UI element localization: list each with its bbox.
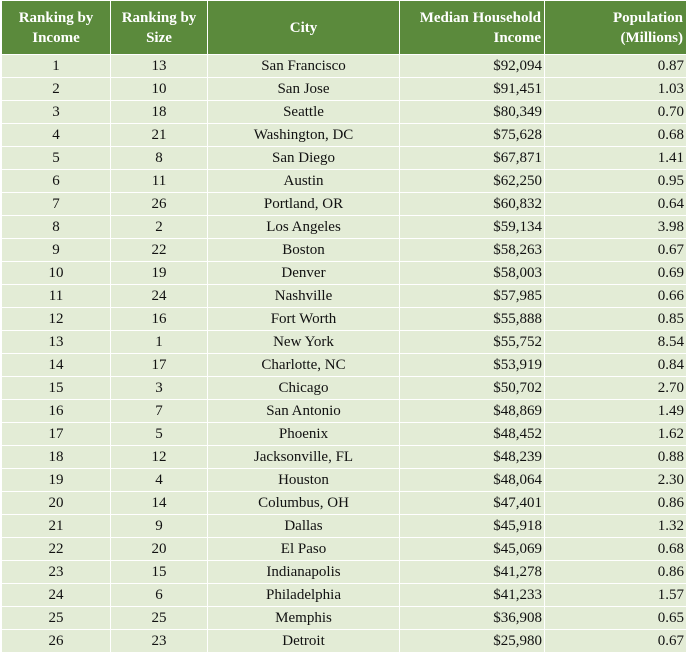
cell-median-income: $48,239 xyxy=(400,446,545,469)
cell-rank-size: 25 xyxy=(111,607,208,630)
cell-rank-size: 18 xyxy=(111,101,208,124)
cell-city: Detroit xyxy=(208,630,400,653)
cell-rank-income: 24 xyxy=(2,584,111,607)
cell-population: 2.70 xyxy=(545,377,687,400)
cell-rank-income: 9 xyxy=(2,239,111,262)
cell-median-income: $48,064 xyxy=(400,469,545,492)
cell-population: 1.62 xyxy=(545,423,687,446)
cell-rank-size: 12 xyxy=(111,446,208,469)
cell-rank-income: 1 xyxy=(2,55,111,78)
header-rank-income: Ranking by Income xyxy=(2,1,111,55)
cell-rank-income: 19 xyxy=(2,469,111,492)
cell-rank-income: 4 xyxy=(2,124,111,147)
cell-rank-size: 14 xyxy=(111,492,208,515)
cell-rank-size: 6 xyxy=(111,584,208,607)
table-row xyxy=(2,55,687,78)
cell-rank-size: 21 xyxy=(111,124,208,147)
city-income-table xyxy=(1,0,687,653)
cell-median-income: $58,003 xyxy=(400,262,545,285)
cell-rank-size: 17 xyxy=(111,354,208,377)
cell-city: New York xyxy=(208,331,400,354)
cell-rank-income: 20 xyxy=(2,492,111,515)
cell-rank-income: 5 xyxy=(2,147,111,170)
cell-rank-size: 9 xyxy=(111,515,208,538)
cell-population: 0.67 xyxy=(545,630,687,653)
cell-rank-income: 15 xyxy=(2,377,111,400)
header-median-income: Median Household Income xyxy=(400,1,545,55)
cell-rank-income: 3 xyxy=(2,101,111,124)
cell-population: 1.57 xyxy=(545,584,687,607)
cell-rank-income: 14 xyxy=(2,354,111,377)
cell-population: 0.88 xyxy=(545,446,687,469)
cell-median-income: $53,919 xyxy=(400,354,545,377)
cell-rank-income: 8 xyxy=(2,216,111,239)
cell-city: Philadelphia xyxy=(208,584,400,607)
header-city: City xyxy=(208,1,400,55)
cell-city: Phoenix xyxy=(208,423,400,446)
cell-population: 0.67 xyxy=(545,239,687,262)
cell-population: 0.65 xyxy=(545,607,687,630)
cell-population: 0.69 xyxy=(545,262,687,285)
cell-median-income: $36,908 xyxy=(400,607,545,630)
cell-population: 1.32 xyxy=(545,515,687,538)
table-row xyxy=(2,377,687,400)
cell-city: San Diego xyxy=(208,147,400,170)
cell-rank-size: 15 xyxy=(111,561,208,584)
table-row xyxy=(2,446,687,469)
cell-population: 1.03 xyxy=(545,78,687,101)
cell-city: Charlotte, NC xyxy=(208,354,400,377)
table-row xyxy=(2,285,687,308)
table-row xyxy=(2,262,687,285)
cell-median-income: $58,263 xyxy=(400,239,545,262)
cell-city: Memphis xyxy=(208,607,400,630)
cell-city: Dallas xyxy=(208,515,400,538)
cell-population: 0.84 xyxy=(545,354,687,377)
table-row xyxy=(2,124,687,147)
cell-population: 1.49 xyxy=(545,400,687,423)
cell-population: 0.70 xyxy=(545,101,687,124)
cell-population: 0.86 xyxy=(545,492,687,515)
cell-population: 0.87 xyxy=(545,55,687,78)
cell-median-income: $55,888 xyxy=(400,308,545,331)
table-row xyxy=(2,400,687,423)
table-row xyxy=(2,561,687,584)
cell-city: San Francisco xyxy=(208,55,400,78)
table-row xyxy=(2,193,687,216)
cell-city: El Paso xyxy=(208,538,400,561)
cell-rank-income: 18 xyxy=(2,446,111,469)
table-row xyxy=(2,630,687,653)
cell-rank-size: 16 xyxy=(111,308,208,331)
cell-median-income: $62,250 xyxy=(400,170,545,193)
table-row xyxy=(2,423,687,446)
cell-median-income: $80,349 xyxy=(400,101,545,124)
table-row xyxy=(2,469,687,492)
cell-rank-income: 13 xyxy=(2,331,111,354)
table-row xyxy=(2,492,687,515)
cell-population: 8.54 xyxy=(545,331,687,354)
header-row xyxy=(2,1,687,55)
cell-median-income: $45,069 xyxy=(400,538,545,561)
cell-city: Los Angeles xyxy=(208,216,400,239)
cell-rank-income: 21 xyxy=(2,515,111,538)
cell-rank-size: 3 xyxy=(111,377,208,400)
cell-rank-size: 5 xyxy=(111,423,208,446)
table-row xyxy=(2,170,687,193)
cell-city: Jacksonville, FL xyxy=(208,446,400,469)
cell-median-income: $60,832 xyxy=(400,193,545,216)
cell-city: Washington, DC xyxy=(208,124,400,147)
cell-city: Seattle xyxy=(208,101,400,124)
cell-city: Fort Worth xyxy=(208,308,400,331)
cell-median-income: $92,094 xyxy=(400,55,545,78)
table-row xyxy=(2,515,687,538)
table-row xyxy=(2,78,687,101)
cell-median-income: $45,918 xyxy=(400,515,545,538)
cell-rank-income: 11 xyxy=(2,285,111,308)
table-row xyxy=(2,538,687,561)
table-header xyxy=(2,1,687,55)
cell-rank-size: 26 xyxy=(111,193,208,216)
cell-rank-income: 12 xyxy=(2,308,111,331)
cell-population: 1.41 xyxy=(545,147,687,170)
table-row xyxy=(2,584,687,607)
cell-rank-size: 2 xyxy=(111,216,208,239)
cell-median-income: $59,134 xyxy=(400,216,545,239)
cell-city: Columbus, OH xyxy=(208,492,400,515)
table-row xyxy=(2,308,687,331)
table-row xyxy=(2,331,687,354)
cell-rank-income: 16 xyxy=(2,400,111,423)
cell-population: 3.98 xyxy=(545,216,687,239)
cell-rank-size: 22 xyxy=(111,239,208,262)
cell-population: 0.68 xyxy=(545,124,687,147)
cell-median-income: $41,278 xyxy=(400,561,545,584)
cell-rank-income: 6 xyxy=(2,170,111,193)
table-row xyxy=(2,147,687,170)
cell-median-income: $48,452 xyxy=(400,423,545,446)
cell-city: Boston xyxy=(208,239,400,262)
cell-rank-income: 7 xyxy=(2,193,111,216)
cell-city: San Antonio xyxy=(208,400,400,423)
cell-rank-income: 25 xyxy=(2,607,111,630)
table-row xyxy=(2,216,687,239)
cell-city: Houston xyxy=(208,469,400,492)
cell-median-income: $67,871 xyxy=(400,147,545,170)
cell-rank-size: 7 xyxy=(111,400,208,423)
cell-rank-size: 19 xyxy=(111,262,208,285)
cell-median-income: $57,985 xyxy=(400,285,545,308)
cell-rank-income: 26 xyxy=(2,630,111,653)
header-population: Population (Millions) xyxy=(545,1,687,55)
cell-rank-size: 8 xyxy=(111,147,208,170)
cell-population: 0.68 xyxy=(545,538,687,561)
cell-population: 0.95 xyxy=(545,170,687,193)
cell-rank-size: 20 xyxy=(111,538,208,561)
cell-rank-income: 17 xyxy=(2,423,111,446)
cell-city: Chicago xyxy=(208,377,400,400)
cell-rank-size: 10 xyxy=(111,78,208,101)
cell-median-income: $55,752 xyxy=(400,331,545,354)
cell-median-income: $50,702 xyxy=(400,377,545,400)
cell-population: 2.30 xyxy=(545,469,687,492)
cell-population: 0.66 xyxy=(545,285,687,308)
table-body xyxy=(2,55,687,653)
cell-city: Denver xyxy=(208,262,400,285)
cell-city: Indianapolis xyxy=(208,561,400,584)
table-row xyxy=(2,607,687,630)
cell-median-income: $48,869 xyxy=(400,400,545,423)
cell-city: Nashville xyxy=(208,285,400,308)
cell-rank-size: 24 xyxy=(111,285,208,308)
table-row xyxy=(2,239,687,262)
cell-median-income: $47,401 xyxy=(400,492,545,515)
cell-median-income: $41,233 xyxy=(400,584,545,607)
cell-median-income: $25,980 xyxy=(400,630,545,653)
cell-median-income: $75,628 xyxy=(400,124,545,147)
cell-rank-income: 10 xyxy=(2,262,111,285)
cell-population: 0.85 xyxy=(545,308,687,331)
header-rank-size: Ranking by Size xyxy=(111,1,208,55)
table-row xyxy=(2,101,687,124)
cell-rank-income: 23 xyxy=(2,561,111,584)
table-row xyxy=(2,354,687,377)
cell-rank-income: 2 xyxy=(2,78,111,101)
cell-city: Austin xyxy=(208,170,400,193)
cell-rank-size: 13 xyxy=(111,55,208,78)
cell-rank-size: 4 xyxy=(111,469,208,492)
cell-rank-income: 22 xyxy=(2,538,111,561)
cell-rank-size: 1 xyxy=(111,331,208,354)
cell-rank-size: 11 xyxy=(111,170,208,193)
cell-population: 0.86 xyxy=(545,561,687,584)
cell-median-income: $91,451 xyxy=(400,78,545,101)
cell-population: 0.64 xyxy=(545,193,687,216)
cell-city: San Jose xyxy=(208,78,400,101)
cell-rank-size: 23 xyxy=(111,630,208,653)
cell-city: Portland, OR xyxy=(208,193,400,216)
